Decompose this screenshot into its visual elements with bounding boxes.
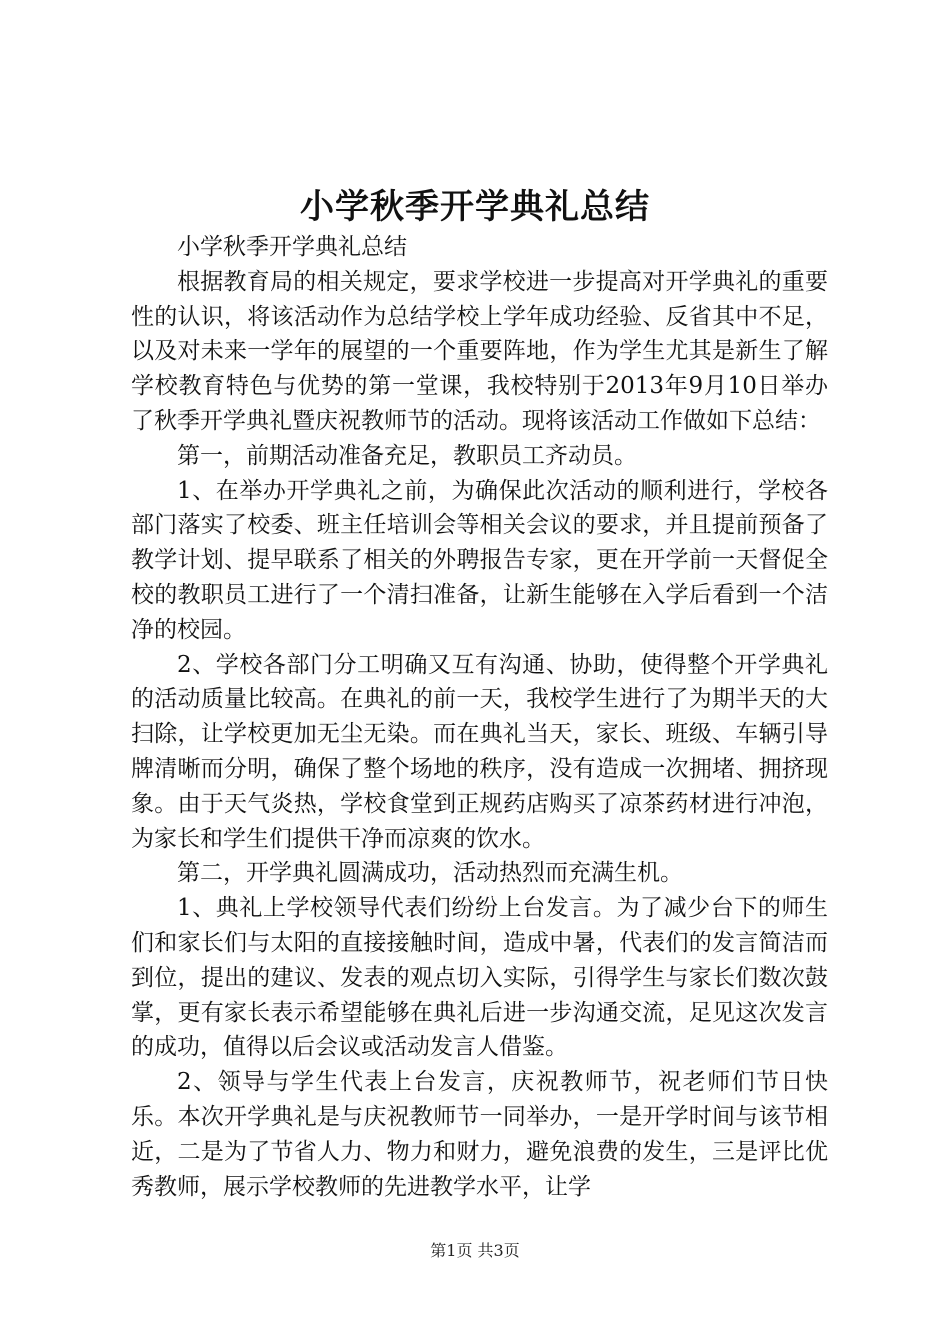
page-footer: 第1页 共3页 — [430, 1241, 520, 1260]
paragraph-intro: 根据教育局的相关规定，要求学校进一步提高对开学典礼的重要性的认识，将该活动作为总结学校上学年成功经验、反省其中不足，以及对未来一学年的展望的一个重要阵地，作为学生尤其是新生了解学校教育特色与优势的第一堂课，我校特别于2013年9月10日举办了秋季开学典礼暨庆祝教师节的活动。现将该活动工作做如下总结： — [131, 268, 828, 434]
paragraph-subtitle: 小学秋季开学典礼总结 — [177, 234, 407, 260]
document-title: 小学秋季开学典礼总结 — [300, 187, 650, 227]
paragraph-first-item-2: 2、学校各部门分工明确又互有沟通、协助，使得整个开学典礼的活动质量比较高。在典礼的前一天，我校学生进行了为期半天的大扫除，让学校更加无尘无染。而在典礼当天，家长、班级、车辆引导牌清晰而分明，确保了整个场地的秩序，没有造成一次拥堵、拥挤现象。由于天气炎热，学校食堂到正规药店购买了凉茶药材进行冲泡，为家长和学生们提供干净而凉爽的饮水。 — [131, 651, 828, 852]
section-heading-second: 第二，开学典礼圆满成功，活动热烈而充满生机。 — [177, 860, 683, 887]
section-heading-first: 第一，前期活动准备充足，教职员工齐动员。 — [177, 442, 637, 469]
paragraph-second-item-2: 2、领导与学生代表上台发言，庆祝教师节，祝老师们节日快乐。本次开学典礼是与庆祝教师节一同举办，一是开学时间与该节相近，二是为了节省人力、物力和财力，避免浪费的发生，三是评比优秀教师，展示学校教师的先进教学水平，让学 — [131, 1069, 828, 1200]
paragraph-first-item-1: 1、在举办开学典礼之前，为确保此次活动的顺利进行，学校各部门落实了校委、班主任培训会等相关会议的要求，并且提前预备了教学计划、提早联系了相关的外聘报告专家，更在开学前一天督促全校的教职员工进行了一个清扫准备，让新生能够在入学后看到一个洁净的校园。 — [131, 477, 828, 643]
document-body — [131, 230, 828, 1204]
paragraph-second-item-1: 1、典礼上学校领导代表们纷纷上台发言。为了减少台下的师生们和家长们与太阳的直接接触时间，造成中暑，代表们的发言简洁而到位，提出的建议、发表的观点切入实际，引得学生与家长们数次鼓掌，更有家长表示希望能够在典礼后进一步沟通交流，足见这次发言的成功，值得以后会议或活动发言人借鉴。 — [131, 895, 828, 1061]
